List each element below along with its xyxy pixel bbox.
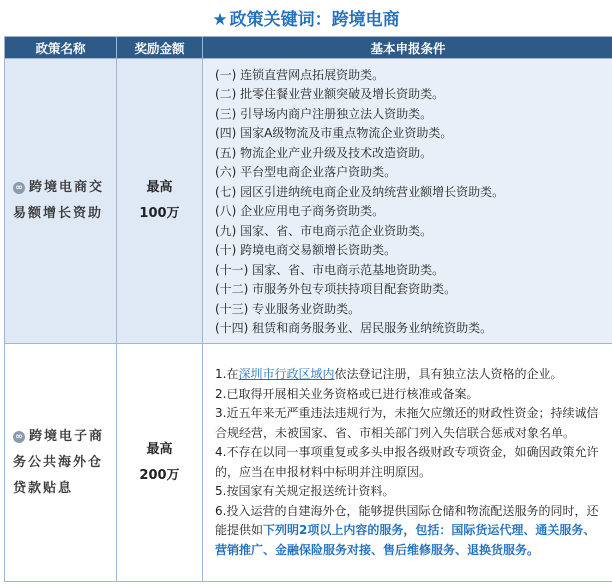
list-item: (十四) 租赁和商务服务业、居民服务业纳统资助类。 xyxy=(215,321,493,335)
list-item: (十二) 市服务外包专项扶持项目配套资助类。 xyxy=(215,282,457,296)
list-item: (八) 企业应用电子商务资助类。 xyxy=(215,204,385,218)
conditions-cell xyxy=(203,59,612,344)
header-award-amount: 奖励金额 xyxy=(117,37,203,59)
policy-name: 跨境电商交易额增长资助 xyxy=(13,180,105,221)
link-icon: ∞ xyxy=(13,182,25,194)
list-item: (四) 国家A级物流及市重点物流企业资助类。 xyxy=(215,126,453,140)
list-item: 4.不存在以同一事项重复或多头申报各级财政专项资金，如确因政策允许的，应当在申报材料中标明并注明原因。 xyxy=(215,445,599,479)
award-label: 最高 xyxy=(146,180,173,195)
policy-name: 跨境电子商务公共海外仓贷款贴息 xyxy=(13,428,105,496)
header-policy-name: 政策名称 xyxy=(5,37,117,59)
policy-name-cell xyxy=(5,59,117,344)
list-item: (一) 连锁直营网点拓展资助类。 xyxy=(215,67,385,82)
page-title xyxy=(0,0,612,36)
list-item: (五) 物流企业产业升级及技术改造资助。 xyxy=(215,145,433,160)
list-item: (十一) 国家、省、市电商示范基地资助类。 xyxy=(215,262,445,277)
list-item: (十三) 专业服务业资助类。 xyxy=(215,301,361,316)
conditions-cell xyxy=(203,344,612,582)
star-icon: ★ xyxy=(212,10,228,30)
list-item: (七) 园区引进纳统电商企业及纳统营业额增长资助类。 xyxy=(215,184,505,199)
list-item: (三) 引导场内商户注册独立法人资助类。 xyxy=(215,106,433,121)
list-item: (二) 批零住餐业营业额突破及增长资助类。 xyxy=(215,87,445,101)
table-row xyxy=(5,344,612,582)
highlight-region: 深圳市行政区域内 xyxy=(238,367,335,381)
list-item: (六) 平台型电商企业落户资助类。 xyxy=(215,165,397,179)
list-item: (九) 国家、省、市电商示范企业资助类。 xyxy=(215,223,433,238)
award-value: 200万 xyxy=(139,467,180,483)
table-row xyxy=(5,59,612,344)
list-item: (十) 跨境电商交易额增长资助类。 xyxy=(215,243,397,257)
award-value: 100万 xyxy=(139,206,180,221)
list-item: 6.投入运营的自建海外仓，能够提供国际仓储和物流配送服务的同时，还能提供如下列明2项以上内容的服务，包括：国际货运代理、通关服务、营销推广、金融保险服务对接、售后维修服务、退换货服务。 xyxy=(215,503,599,557)
list-item: 2.已取得开展相关业务资格或已进行核准或备案。 xyxy=(215,386,479,401)
policy-table xyxy=(4,36,612,582)
title-text: 政策关键词：跨境电商 xyxy=(229,10,400,30)
highlight-services: 下列明2项以上内容的服务，包括：国际货运代理、通关服务、营销推广、金融保险服务对接、售后维修服务、退换货服务。 xyxy=(215,523,596,557)
table-header-row xyxy=(5,37,612,59)
header-conditions: 基本申报条件 xyxy=(203,37,612,59)
list-item: 1.在深圳市行政区域内依法登记注册，具有独立法人资格的企业。 xyxy=(215,367,563,381)
award-cell xyxy=(117,59,203,344)
policy-name-cell xyxy=(5,344,117,582)
award-cell xyxy=(117,344,203,582)
link-icon: ∞ xyxy=(13,431,25,443)
list-item: 3.近五年来无严重违法违规行为，未拖欠应缴还的财政性资金；持续诚信合规经营，未被国家、省、市相关部门列入失信联合惩戒对象名单。 xyxy=(215,406,599,440)
list-item: 5.按国家有关规定报送统计资料。 xyxy=(215,484,395,498)
award-label: 最高 xyxy=(146,441,173,457)
